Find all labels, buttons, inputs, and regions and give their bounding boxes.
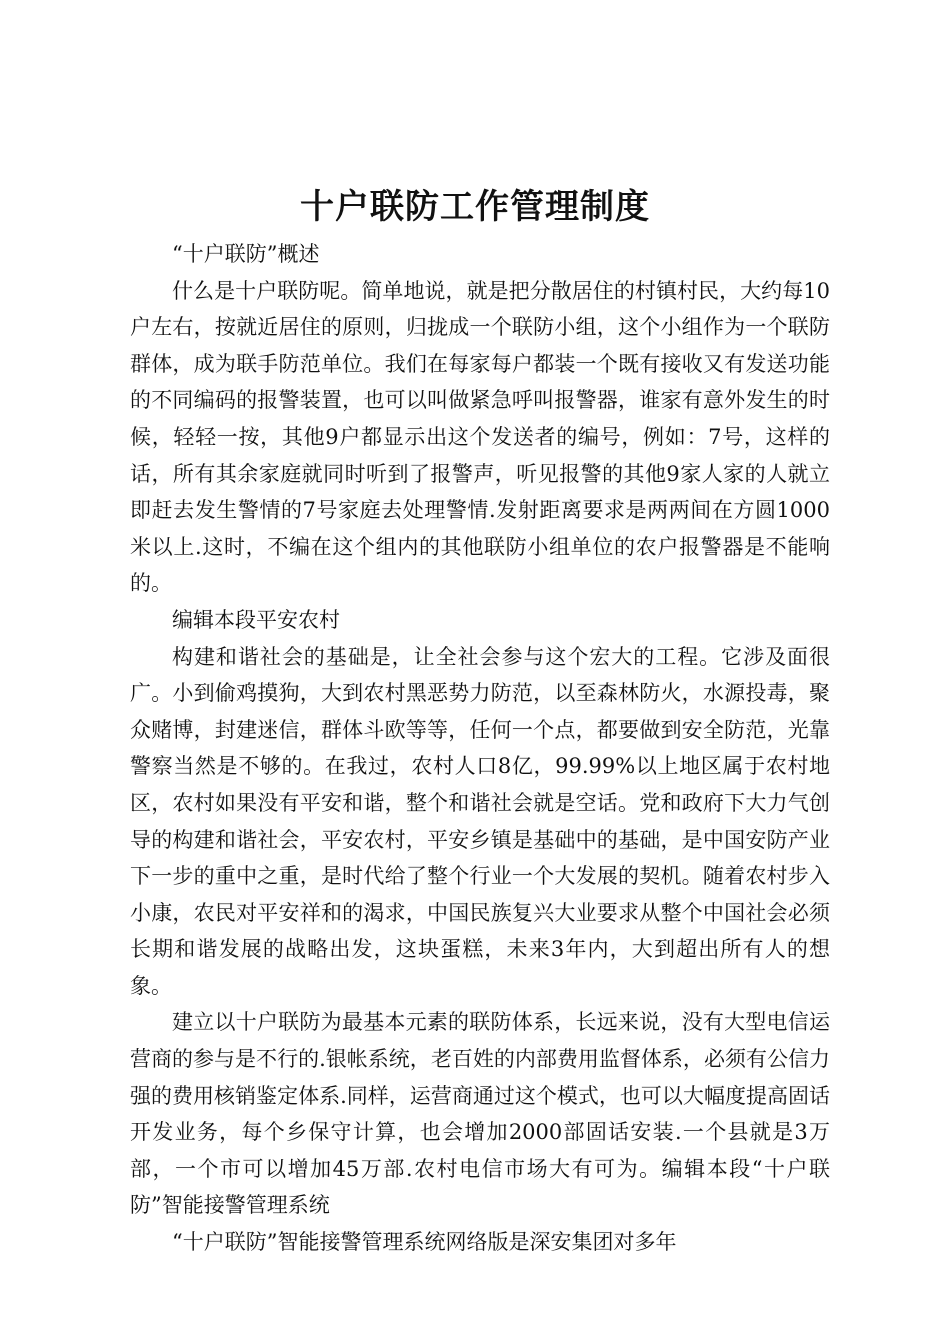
paragraph-alarm-system: “十户联防”智能接警管理系统网络版是深安集团对多年 [172, 1230, 677, 1255]
paragraph-telecom-operators: 建立以十户联防为最基本元素的联防体系，长远来说，没有大型电信运营商的参与是不行的.银帐系统，老百姓的内部费用监督体系，必须有公信力强的费用核销鉴定体系.同样，运营商通过这个模式，也可以大幅度提高固话开发业务，每个乡保守计算，也会增加2000部固话安装.一个县就是3万部，一个市可以增加45万部.农村电信市场大有可为。编辑本段“十户联防”智能接警管理系统 [130, 1010, 830, 1218]
document-body [130, 236, 830, 1261]
paragraph-harmonious-society: 构建和谐社会的基础是，让全社会参与这个宏大的工程。它涉及面很广。小到偷鸡摸狗，大到农村黑恶势力防范，以至森林防火，水源投毒，聚众赌博，封建迷信，群体斗欧等等，任何一个点，都要做到安全防范，光靠警察当然是不够的。在我过，农村人口8亿，99.99%以上地区属于农村地区，农村如果没有平安和谐，整个和谐社会就是空话。党和政府下大力气创导的构建和谐社会，平安农村，平安乡镇是基础中的基础，是中国安防产业下一步的重中之重，是时代给了整个行业一个大发展的契机。随着农村步入小康，农民对平安祥和的渴求，中国民族复兴大业要求从整个中国社会必须长期和谐发展的战略出发，这块蛋糕，未来3年内，大到超出所有人的想象。 [130, 644, 830, 998]
document-title: 十户联防工作管理制度 [300, 187, 650, 227]
section-heading-safe-village: 编辑本段平安农村 [172, 607, 340, 632]
section-heading-overview: “十户联防”概述 [172, 242, 320, 266]
paragraph-definition: 什么是十户联防呢。简单地说，就是把分散居住的村镇村民，大约每10户左右，按就近居住的原则，归拢成一个联防小组，这个小组作为一个联防群体，成为联手防范单位。我们在每家每户都装一个既有接收又有发送功能的不同编码的报警装置，也可以叫做紧急呼叫报警器，谁家有意外发生的时候，轻轻一按，其他9户都显示出这个发送者的编号，例如：7号，这样的话，所有其余家庭就同时听到了报警声，听见报警的其他9家人家的人就立即赶去发生警情的7号家庭去处理警情.发射距离要求是两两间在方圆1000米以上.这时，不编在这个组内的其他联防小组单位的农户报警器是不能响的。 [130, 278, 830, 596]
